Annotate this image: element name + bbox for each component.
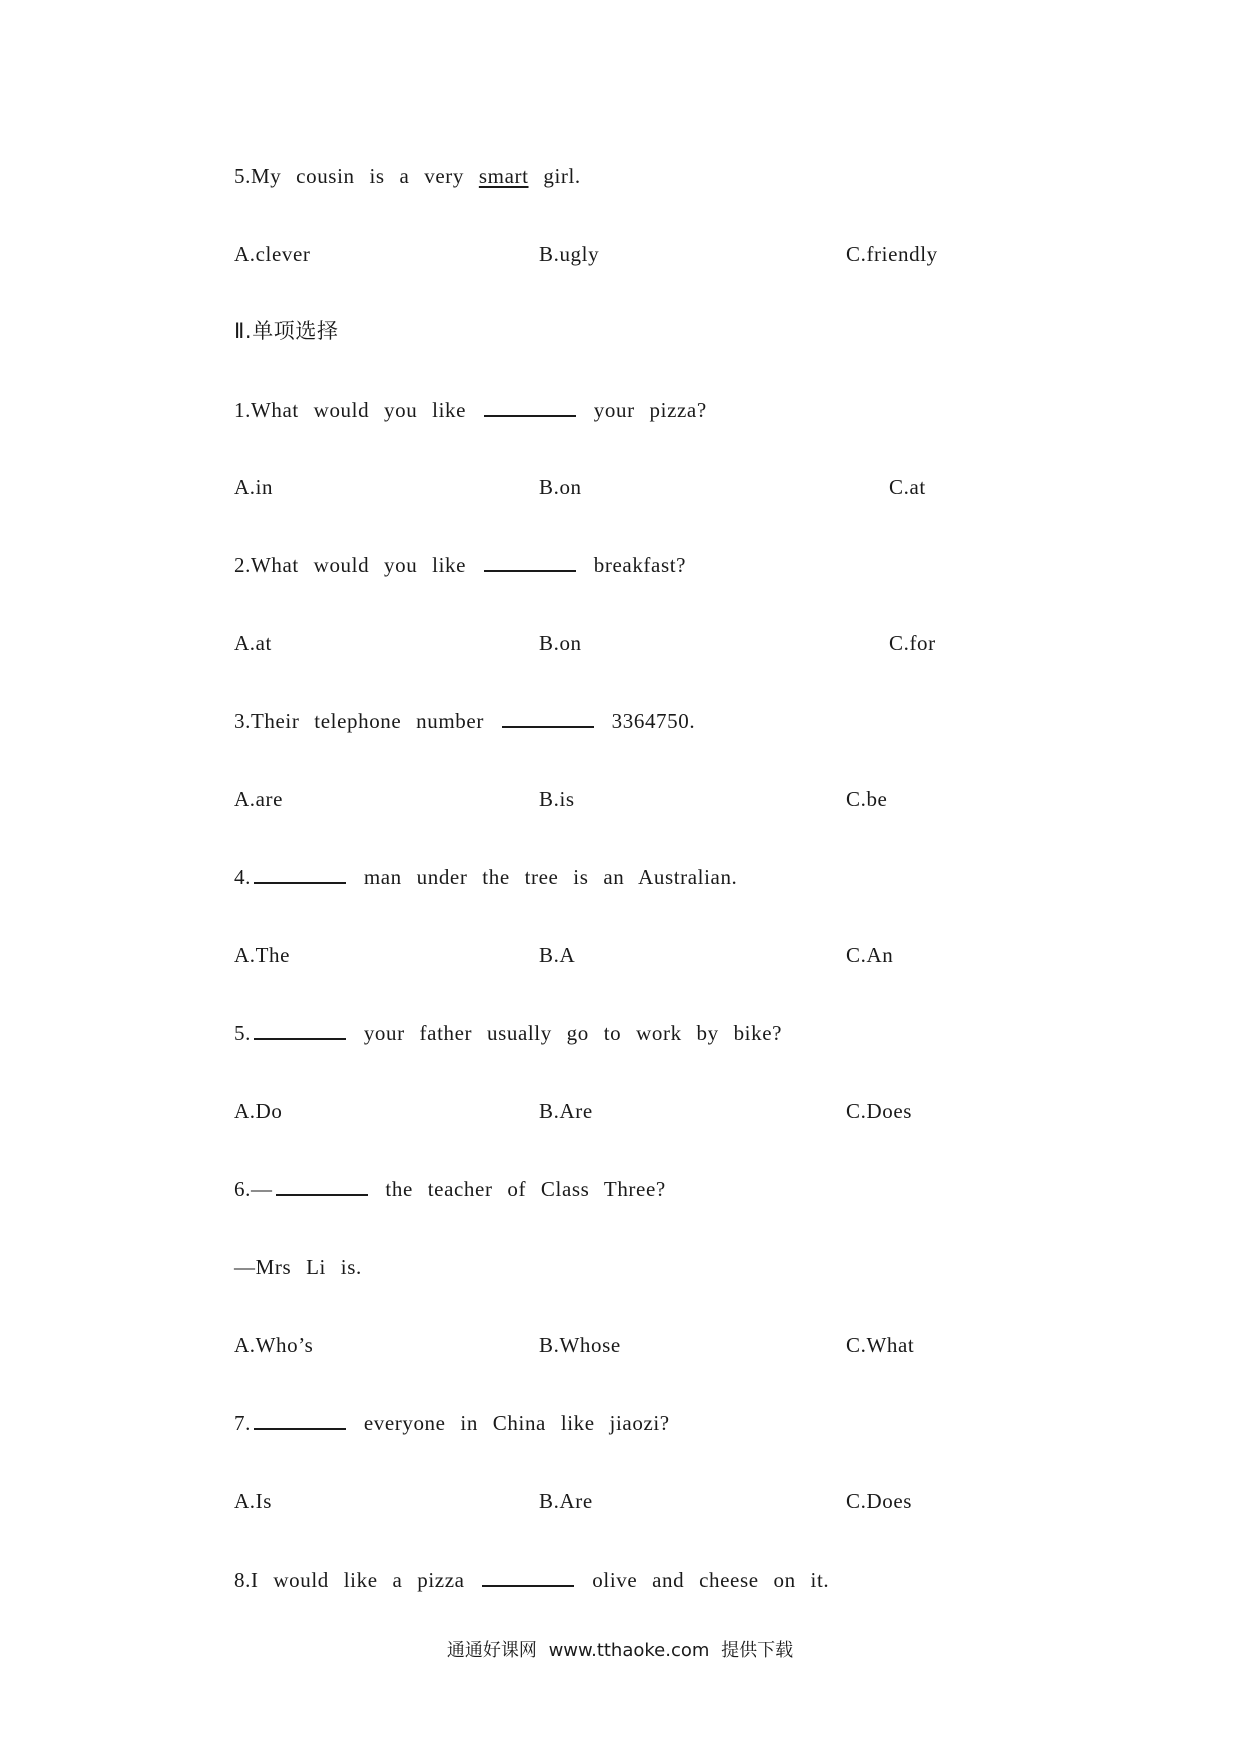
question-text: your father usually go to work by bike?	[363, 1021, 783, 1045]
option-b: B.A	[539, 943, 576, 967]
answer-blank[interactable]	[254, 864, 346, 884]
question-number: 1.	[234, 398, 251, 422]
option-a: A.are	[234, 787, 284, 811]
question-text: the teacher of Class Three?	[385, 1177, 666, 1201]
question-6	[234, 1176, 666, 1202]
question-number: 2.	[234, 553, 251, 577]
option-b: B.on	[539, 475, 582, 499]
option-c: C.for	[889, 631, 936, 655]
question-number: 6.—	[234, 1177, 273, 1201]
option-c: C.friendly	[846, 242, 938, 266]
question-text: man under the tree is an Australian.	[363, 865, 738, 889]
option-c: C.at	[889, 475, 926, 499]
answer-blank[interactable]	[502, 708, 594, 728]
option-b: B.on	[539, 631, 582, 655]
question-text: My cousin is a very	[250, 164, 464, 188]
option-c: C.What	[846, 1333, 915, 1357]
option-a: A.Is	[234, 1489, 272, 1513]
question-text: Their telephone number	[250, 709, 484, 733]
option-a: A.The	[234, 943, 291, 967]
question-text: breakfast?	[593, 553, 687, 577]
question-text: your pizza?	[593, 398, 707, 422]
option-b: B.is	[539, 787, 575, 811]
question-number: 5.	[234, 164, 251, 188]
option-c: C.An	[846, 943, 894, 967]
question-text: What would you like	[250, 553, 467, 577]
question-text: What would you like	[250, 398, 467, 422]
question-text: I would like a pizza	[250, 1568, 465, 1592]
question-number: 4.	[234, 865, 251, 889]
question-3	[234, 708, 695, 734]
question-text: everyone in China like jiaozi?	[363, 1411, 670, 1435]
question-text: olive and cheese on it.	[592, 1568, 830, 1592]
option-a: A.Who’s	[234, 1333, 314, 1357]
answer-blank[interactable]	[254, 1020, 346, 1040]
answer-blank[interactable]	[254, 1410, 346, 1430]
page-footer: 通通好课网 www.tthaoke.com 提供下载	[446, 1640, 794, 1661]
answer-blank[interactable]	[276, 1176, 368, 1196]
answer-line: —Mrs Li is.	[234, 1255, 362, 1279]
answer-blank[interactable]	[484, 552, 576, 572]
question-4	[234, 864, 737, 890]
answer-blank[interactable]	[484, 397, 576, 417]
option-a: A.Do	[234, 1099, 283, 1123]
answer-blank[interactable]	[482, 1567, 574, 1587]
option-b: B.Whose	[539, 1333, 621, 1357]
question-5	[234, 1020, 782, 1046]
question-text: girl.	[543, 164, 581, 188]
underlined-word: smart	[478, 164, 529, 188]
option-a: A.clever	[234, 242, 311, 266]
section-title: Ⅱ.单项选择	[234, 319, 339, 343]
option-c: C.Does	[846, 1099, 913, 1123]
question-8	[234, 1567, 829, 1593]
question-7	[234, 1410, 670, 1436]
question-2	[234, 552, 686, 578]
question-text: 3364750.	[611, 709, 696, 733]
option-a: A.in	[234, 475, 274, 499]
question-number: 7.	[234, 1411, 251, 1435]
option-b: B.Are	[539, 1489, 593, 1513]
question-5-previous	[234, 163, 581, 189]
question-1	[234, 397, 707, 423]
option-a: A.at	[234, 631, 272, 655]
option-b: B.Are	[539, 1099, 593, 1123]
option-c: C.be	[846, 787, 888, 811]
question-number: 5.	[234, 1021, 251, 1045]
option-b: B.ugly	[539, 242, 600, 266]
option-c: C.Does	[846, 1489, 913, 1513]
question-number: 3.	[234, 709, 251, 733]
question-number: 8.	[234, 1568, 251, 1592]
